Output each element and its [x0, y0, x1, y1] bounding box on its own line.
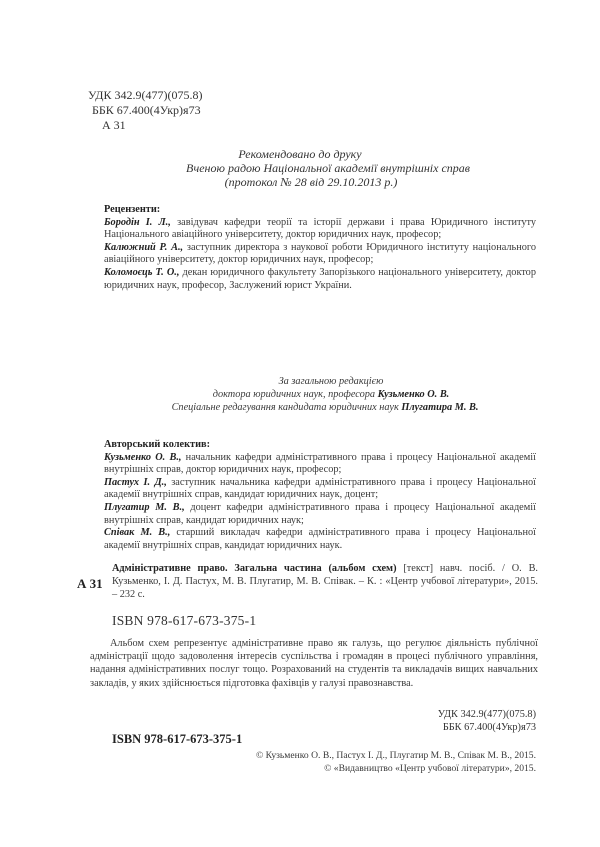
footer-isbn: ISBN 978-617-673-375-1: [112, 732, 243, 746]
reviewer-entry: [104, 267, 536, 292]
editors-line-2-text: доктора юридичних наук, професора: [212, 389, 378, 400]
book-title: Адміністративне право. Загальна частина (альбом схем): [112, 563, 397, 574]
editors-line-3: [0, 401, 600, 414]
recommendation-line-3: (протокол № 28 від 29.10.2013 р.): [224, 175, 398, 189]
author-desc: доцент кафедри адміністративного права і процесу Національної академії внутрішніх справ, кандидат юридичних наук;: [104, 501, 536, 526]
author-name: Плугатир М. В.,: [104, 501, 185, 513]
reviewer-entry: [104, 217, 536, 242]
author-name: Співак М. В.,: [104, 527, 171, 539]
reviewers-heading: Рецензенти:: [104, 204, 161, 215]
editors-line-1: За загальною редакцією: [278, 376, 384, 387]
author-index: А 31: [102, 118, 126, 132]
bibliographic-details: [текст] навч. посіб. / О. В. Кузьменко, І. Д. Пастух, М. В. Плугатир, М. В. Співак. – К. : «Центр учбової літератури», 2015. – 232 с.: [112, 563, 539, 600]
author-name: Кузьменко О. В.,: [104, 451, 182, 463]
author-entry: [104, 452, 536, 477]
bibliographic-record: [112, 562, 538, 601]
copyright-publisher: © «Видавництво «Центр учбової літератури», 2015.: [324, 762, 536, 774]
author-entry: [104, 527, 536, 552]
recommendation-line-2: Вченою радою Національної академії внутрішніх справ: [186, 161, 470, 175]
author-entry: [104, 477, 536, 502]
reviewer-desc: декан юридичного факультету Запорізького національного університету, доктор юридичних наук, професор, Заслужений юрист України.: [104, 266, 536, 291]
footer-udk: УДК 342.9(477)(075.8): [437, 709, 536, 720]
chief-editor-name: Кузьменко О. В.: [377, 389, 450, 400]
author-desc: заступник начальника кафедри адміністративного права і процесу Національної академії внутрішніх справ, кандидат юридичних наук, доцент;: [104, 476, 536, 501]
special-editor-name: Плугатира М. В.: [401, 402, 479, 413]
reviewer-entry: [104, 242, 536, 267]
footer-codes: [380, 709, 536, 734]
bbk-code: ББК 67.400(4Укр)я73: [92, 103, 201, 117]
bibliography-index: А 31: [77, 576, 103, 591]
abstract-paragraph: Альбом схем репрезентує адміністративне право як галузь, що регулює діяльність публічної адміністрації щодо задоволення інтересів суспільства і громадян в процесі публічного управління, надання адміністративних послуг тощо. Розрахований на студентів та викладачів вищих навчальних закладів, у яких здійснюється підготовка фахівців у галузі правознавства.: [90, 638, 538, 689]
reviewers-section: [104, 204, 536, 292]
copyright-block: [200, 750, 536, 775]
udk-code: УДК 342.9(477)(075.8): [88, 88, 203, 102]
authors-heading: Авторський колектив:: [104, 439, 210, 450]
recommendation-line-1: Рекомендовано до друку: [238, 147, 362, 161]
reviewer-desc: заступник директора з наукової роботи Юридичного інституту національного авіаційного університету, доктор юридичних наук, професор;: [104, 241, 536, 266]
author-name: Пастух І. Д.,: [104, 476, 167, 488]
classification-codes: [88, 88, 202, 133]
editors-line-3-text: Спеціальне редагування кандидата юридичних наук: [171, 402, 402, 413]
reviewer-name: Калюжний Р. А.,: [104, 241, 184, 253]
recommendation: [0, 147, 600, 189]
footer-bbk: ББК 67.400(4Укр)я73: [442, 721, 536, 733]
authors-section: [104, 439, 536, 552]
author-entry: [104, 502, 536, 527]
editors-line-2: [0, 388, 600, 401]
reviewer-desc: завідувач кафедри теорії та історії держави і права Юридичного інституту Національного авіаційного університету, доктор юридичних наук, професор;: [104, 216, 536, 241]
author-desc: начальник кафедри адміністративного права і процесу Національної академії внутрішніх справ, доктор юридичних наук, професор;: [104, 451, 536, 476]
isbn-record: ISBN 978-617-673-375-1: [112, 613, 257, 628]
copyright-authors: © Кузьменко О. В., Пастух І. Д., Плугатир М. В., Співак М. В., 2015.: [255, 750, 536, 761]
author-desc: старший викладач кафедри адміністративного права і процесу Національної академії внутрішніх справ, кандидат юридичних наук.: [104, 527, 537, 551]
editors-section: [0, 375, 600, 414]
reviewer-name: Бородін І. Л.,: [104, 216, 171, 228]
reviewer-name: Коломоєць Т. О.,: [104, 266, 180, 278]
